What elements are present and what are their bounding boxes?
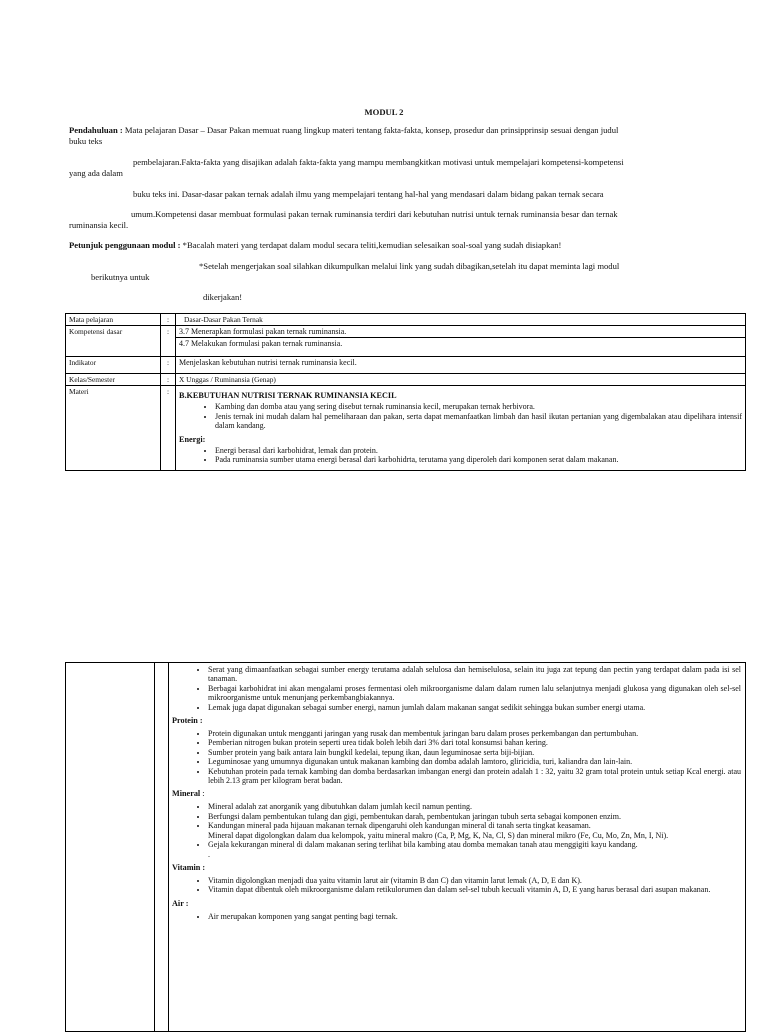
vitamin-heading: Vitamin : (172, 862, 206, 872)
list-item: • Gejala kekurangan mineral di dalam makanan sering terlihat bila kambing atau domba memakan tanah atau menggigiti kayu kandang. . (208, 840, 741, 859)
energi-list (179, 446, 742, 465)
table-row (66, 314, 746, 326)
table-row (66, 386, 746, 471)
list-item: • Vitamin dapat dibentuk oleh mikroorganisme dalam retikulorumen dan dalam sel-sel tubuh kecuali vitamin A, D, E yang harus berasal dari asupan makanan. (208, 885, 741, 894)
list-item: • Berbagai karbohidrat ini akan mengalami proses fermentasi oleh mikroorganisme dalam dalam rumen lalu selanjutnya menjadi glukosa yang digunakan oleh sel-sel mikroorganisme untuk menunjang perkembangbiakannya. (208, 684, 741, 703)
list-item: • Protein digunakan untuk mengganti jaringan yang rusak dan membentuk jaringan baru dalam proses perkembangan dan pertumbuhan. (208, 729, 741, 738)
vitamin-list (172, 876, 741, 895)
list-item: • Jenis ternak ini mudah dalam hal pemeliharaan dan pakan, serta dapat memanfaatkan limbah dan hasil ikutan pertanian yang digembalakan atau dipelihara intensif dalam kandang. (215, 412, 742, 431)
list-item: • Pemberian nitrogen bukan protein seperti urea tidak boleh lebih dari 3% dari total konsumsi bahan kering. (208, 738, 741, 747)
colon: : (161, 314, 176, 326)
mineral-sub-text: Mineral dapat digolongkan dalam dua kelompok, yaitu mineral makro (Ca, P, Mg, K, Na, Cl, S) dan mineral mikro (Fe, Cu, Mo, Zn, Mn, I, Ni). (208, 830, 669, 840)
table-row (66, 326, 746, 338)
colon: : (161, 357, 176, 374)
intro-text: buku teks (69, 136, 103, 146)
petunjuk-text: *Bacalah materi yang terdapat dalam modul secara teliti,kemudian selesaikan soal-soal yang sudah disiapkan! (180, 240, 562, 250)
continuation-table (65, 662, 746, 1032)
mineral-list (172, 802, 741, 858)
label-indikator: Indikator (66, 357, 161, 374)
colon: : (161, 386, 176, 471)
value-kelas-semester: X Unggas / Ruminansia (Genap) (176, 374, 746, 386)
petunjuk-label: Petunjuk penggunaan modul : (69, 240, 181, 250)
value-kompetensi-1: 3.7 Menerapkan formulasi pakan ternak ruminansia. (176, 326, 746, 338)
intro-label: Pendahuluan : (69, 125, 123, 135)
protein-heading: Protein : (172, 716, 203, 726)
list-item: • Air merupakan komponen yang sangat penting bagi ternak. (208, 912, 741, 921)
list-item: • Lemak juga dapat digunakan sebagai sumber energi, namun jumlah dalam makanan sangat sedikit sehingga bukan sumber energi utama. (208, 703, 741, 712)
materi-content (176, 386, 746, 471)
label-mata-pelajaran: Mata pelajaran (66, 314, 161, 326)
list-item: • Sumber protein yang baik antara lain bungkil kedelai, tepung ikan, daun leguminosae serta biji-bijian. (208, 748, 741, 757)
label-kompetensi-dasar: Kompetensi dasar (66, 326, 161, 357)
continuation-content (172, 665, 741, 924)
colon: : (161, 374, 176, 386)
column-divider (168, 663, 169, 1031)
intro-text: buku teks ini. Dasar-dasar pakan ternak adalah ilmu yang mempelajari tentang hal-hal yang mendasari dalam bidang pakan ternak secara (133, 189, 604, 199)
list-item: • Kambing dan domba atau yang sering disebut ternak ruminansia kecil, merupakan ternak herbivora. (215, 402, 742, 412)
list-item: • Vitamin digolongkan menjadi dua yaitu vitamin larut air (vitamin B dan C) dan vitamin larut lemak (A, D, E dan K). (208, 876, 741, 885)
list-item: • Berfungsi dalam pembentukan tulang dan gigi, pembentukan darah, pembentukan jaringan tubuh serta sebagai komponen enzim. (208, 812, 741, 821)
petunjuk-text: berikutnya untuk (91, 272, 150, 282)
value-mata-pelajaran: Dasar-Dasar Pakan Ternak (176, 314, 746, 326)
list-item: • Serat yang dimaanfaatkan sebagai sumber energy terutama adalah selulosa dan hemiselulosa, selain itu juga zat tepung dan pectin yang terdapat dalam pada isi sel tanaman. (208, 665, 741, 684)
label-materi: Materi (66, 386, 161, 471)
materi-heading: B.KEBUTUHAN NUTRISI TERNAK RUMINANSIA KECIL (179, 391, 397, 400)
list-item: • Kandungan mineral pada hijauan makanan ternak dipengaruhi oleh kandungan mineral di tanah serta tingkat keasaman. Mineral dapat digolongkan dalam dua kelompok, yaitu mineral makro (Ca, P, Mg, K, Na, Cl, S) dan mineral mikro (Fe, Cu, Mo, Zn, Mn, I, Ni). (208, 821, 741, 840)
list-item: • Mineral adalah zat anorganik yang dibutuhkan dalam jumlah kecil namun penting. (208, 802, 741, 811)
colon: : (161, 326, 176, 357)
info-table (65, 313, 746, 471)
petunjuk-text: dikerjakan! (203, 292, 243, 302)
energi-cont-list (172, 665, 741, 712)
air-heading: Air : (172, 898, 189, 908)
mineral-heading: Mineral : (172, 789, 205, 799)
intro-text: yang ada dalam (69, 168, 123, 178)
intro-text: umum.Kompetensi dasar membuat formulasi pakan ternak ruminansia terdiri dari kebutuhan nutrisi untuk ternak ruminansia besar dan ternak (131, 209, 618, 219)
table-row (66, 374, 746, 386)
column-divider (154, 663, 155, 1031)
module-title: MODUL 2 (364, 107, 404, 117)
list-item: • Kebutuhan protein pada ternak kambing dan domba berdasarkan imbangan energi dan protein adalah 1 : 32, yaitu 32 gram total protein untuk setiap Kcal energi. atau lebih 2.13 gram per kilogram berat badan. (208, 767, 741, 786)
label-kelas-semester: Kelas/Semester (66, 374, 161, 386)
intro-paragraph-line (69, 125, 618, 136)
list-item: • Leguminosae yang umumnya digunakan untuk makanan kambing dan domba adalah lamtoro, gliricidia, turi, kaliandra dan lain-lain. (208, 757, 741, 766)
petunjuk-line (69, 240, 561, 251)
list-item: • Energi berasal dari karbohidrat, lemak dan protein. (215, 446, 742, 456)
value-indikator: Menjelaskan kebutuhan nutrisi ternak ruminansia kecil. (176, 357, 746, 374)
table-row (66, 357, 746, 374)
list-item: • Pada ruminansia sumber utama energi berasal dari karbohidrta, terutama yang diperoleh dari komponen serat dalam makanan. (215, 455, 742, 465)
protein-list (172, 729, 741, 785)
energi-heading: Energi: (179, 434, 206, 444)
intro-text: Mata pelajaran Dasar – Dasar Pakan memuat ruang lingkup materi tentang fakta-fakta, konsep, prosedur dan prinsipprinsip sesuai dengan judul (122, 125, 619, 135)
materi-list (179, 402, 742, 431)
air-list (172, 912, 741, 921)
intro-text: pembelajaran.Fakta-fakta yang disajikan adalah fakta-fakta yang mampu membangkitkan motivasi untuk mempelajari kompetensi-kompetensi (133, 157, 624, 167)
value-kompetensi-2: 4.7 Melakukan formulasi pakan ternak ruminansia. (176, 338, 746, 357)
petunjuk-text: *Setelah mengerjakan soal silahkan dikumpulkan melalui link yang sudah dibagikan,setelah itu dapat meminta lagi modul (199, 261, 620, 271)
intro-text: ruminansia kecil. (69, 220, 129, 230)
